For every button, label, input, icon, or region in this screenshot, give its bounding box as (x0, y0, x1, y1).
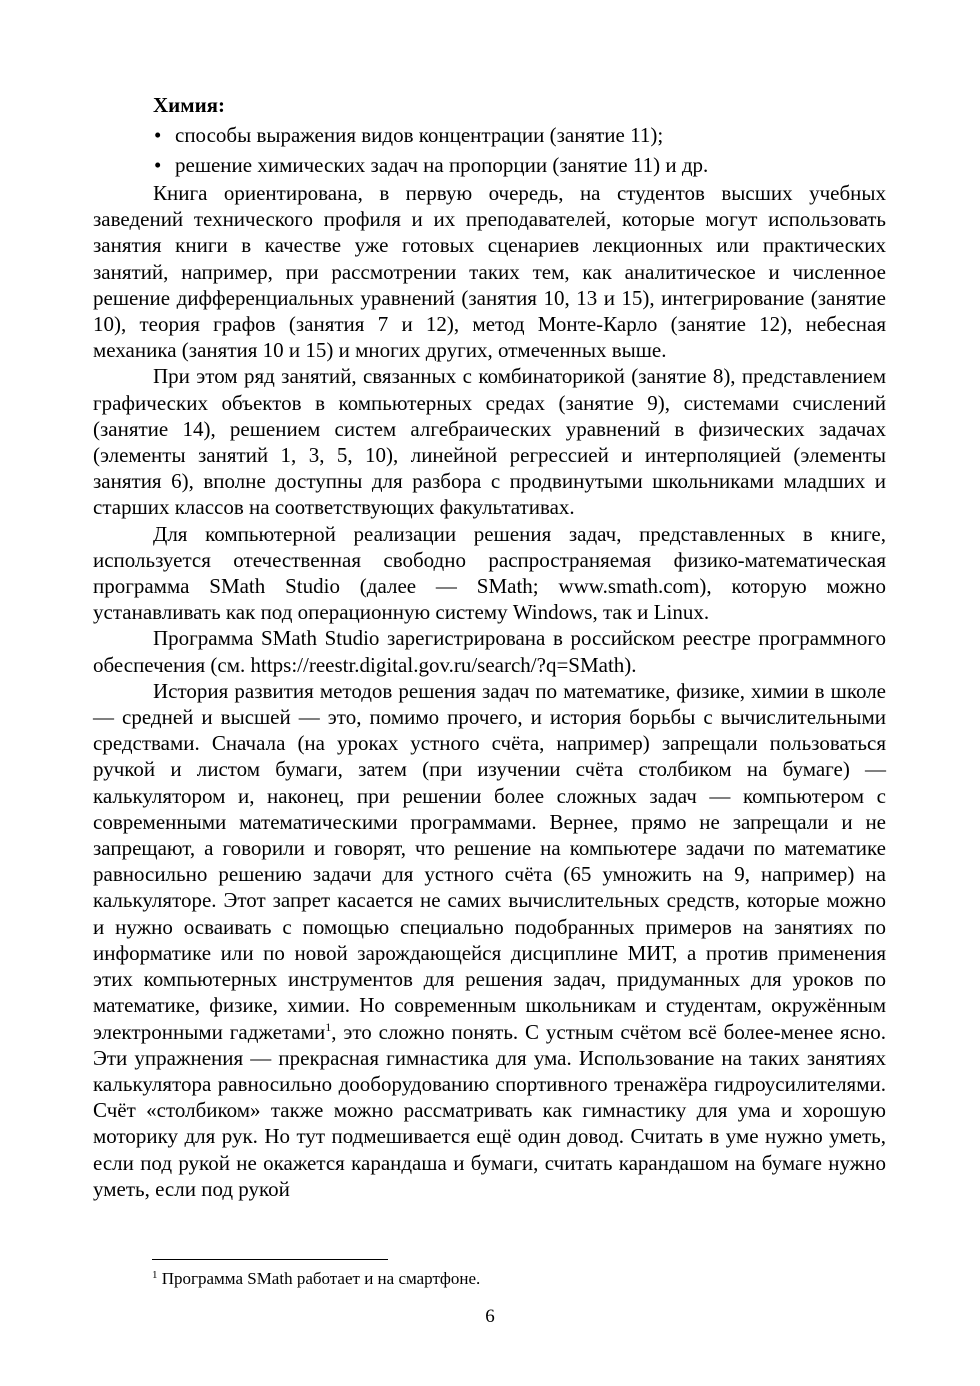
bullet-list (93, 120, 886, 180)
paragraph-smath: Для компьютерной реализации решения задач, представленных в книге, используется отечественная свободно распространяемая физико-математическая программа SMath Studio (далее — SMath; www.smath.com), которую можно устанавливать как под операционную систему Windows, так и Linux. (93, 521, 886, 625)
page-number: 6 (485, 1306, 495, 1327)
history-text-part2: , это сложно понять. С устным счётом всё более-менее ясно. Эти упражнения — прекрасная гимнастика для ума. Использование на таких занятиях калькулятора равносильно дооборудованию спортивного тренажёра гидроусилителями. Счёт «столбиком» также можно рассматривать как гимнастику для ума и хорошую моторику для рук. Но тут подмешивается ещё один довод. Считать в уме нужно уметь, если под рукой не окажется карандаша и бумаги, считать карандашом на бумаге нужно уметь, если под рукой (93, 1019, 886, 1201)
history-text-part1: История развития методов решения задач по математике, физике, химии в школе — средней и высшей — это, помимо прочего, и история борьбы с вычислительными средствами. Сначала (на уроках устного счёта, например) запрещали пользоваться ручкой и листом бумаги, затем (при изучении счёта столбиком на бумаге) — калькулятором и, наконец, при решении более сложных задач — компьютером с современными математическими программами. Вернее, прямо не запрещали и не запрещают, а говорили и говорят, что решение на компьютере задачи по математике равносильно решению задачи для устного счёта (65 умножить на 9, например) на калькуляторе. Этот запрет касается не самих вычислительных средств, которые можно и нужно осваивать с помощью специально подобранных примеров на занятиях по информатике или по новой зарождающейся дисциплине МИТ, а против применения этих компьютерных инструментов для решения задач, придуманных для уроков по математике, физике, химии. Но современным школьникам и студентам, окружённым электронными гаджетами (93, 678, 886, 1044)
list-item-text: решение химических задач на пропорции (занятие 11) и др. (175, 153, 709, 177)
paragraph-history (93, 678, 886, 1202)
footnote-marker: 1 (152, 1269, 158, 1281)
page-body (93, 92, 886, 1202)
list-item (93, 150, 886, 180)
bullet-icon: • (154, 153, 162, 177)
list-item (93, 120, 886, 150)
footnote (152, 1268, 480, 1290)
section-heading: Химия: (153, 93, 226, 117)
footnote-reference[interactable]: 1 (325, 1019, 332, 1034)
footnote-text: Программа SMath работает и на смартфоне. (157, 1269, 481, 1288)
paragraph-schoolchildren: При этом ряд занятий, связанных с комбинаторикой (занятие 8), представлением графических объектов в компьютерных средах (занятие 9), системами счислений (занятие 14), решением систем алгебраических уравнений в физических задачах (элементы занятий 1, 3, 5, 10), линейной регрессией и интерполяцией (элементы занятия 6), вполне доступны для разбора с продвинутыми школьниками младших и старших классов на соответствующих факультативах. (93, 364, 886, 520)
footnote-divider (152, 1259, 388, 1260)
paragraph-audience: Книга ориентирована, в первую очередь, на студентов высших учебных заведений технического профиля и их преподавателей, которые могут использовать занятия книги в качестве уже готовых сценариев лекционных или практических занятий, например, при рассмотрении таких тем, как аналитическое и численное решение дифференциальных уравнений (занятия 10, 13 и 15), интегрирование (занятие 10), теория графов (занятия 7 и 12), метод Монте-Карло (занятие 12), небесная механика (занятия 10 и 15) и многих других, отмеченных выше. (93, 181, 886, 363)
list-item-text: способы выражения видов концентрации (занятие 11); (175, 123, 664, 147)
bullet-icon: • (154, 123, 162, 147)
paragraph-registry: Программа SMath Studio зарегистрирована в российском реестре программного обеспечения (см. https://reestr.digital.gov.ru/search/?q=SMath). (93, 626, 886, 677)
